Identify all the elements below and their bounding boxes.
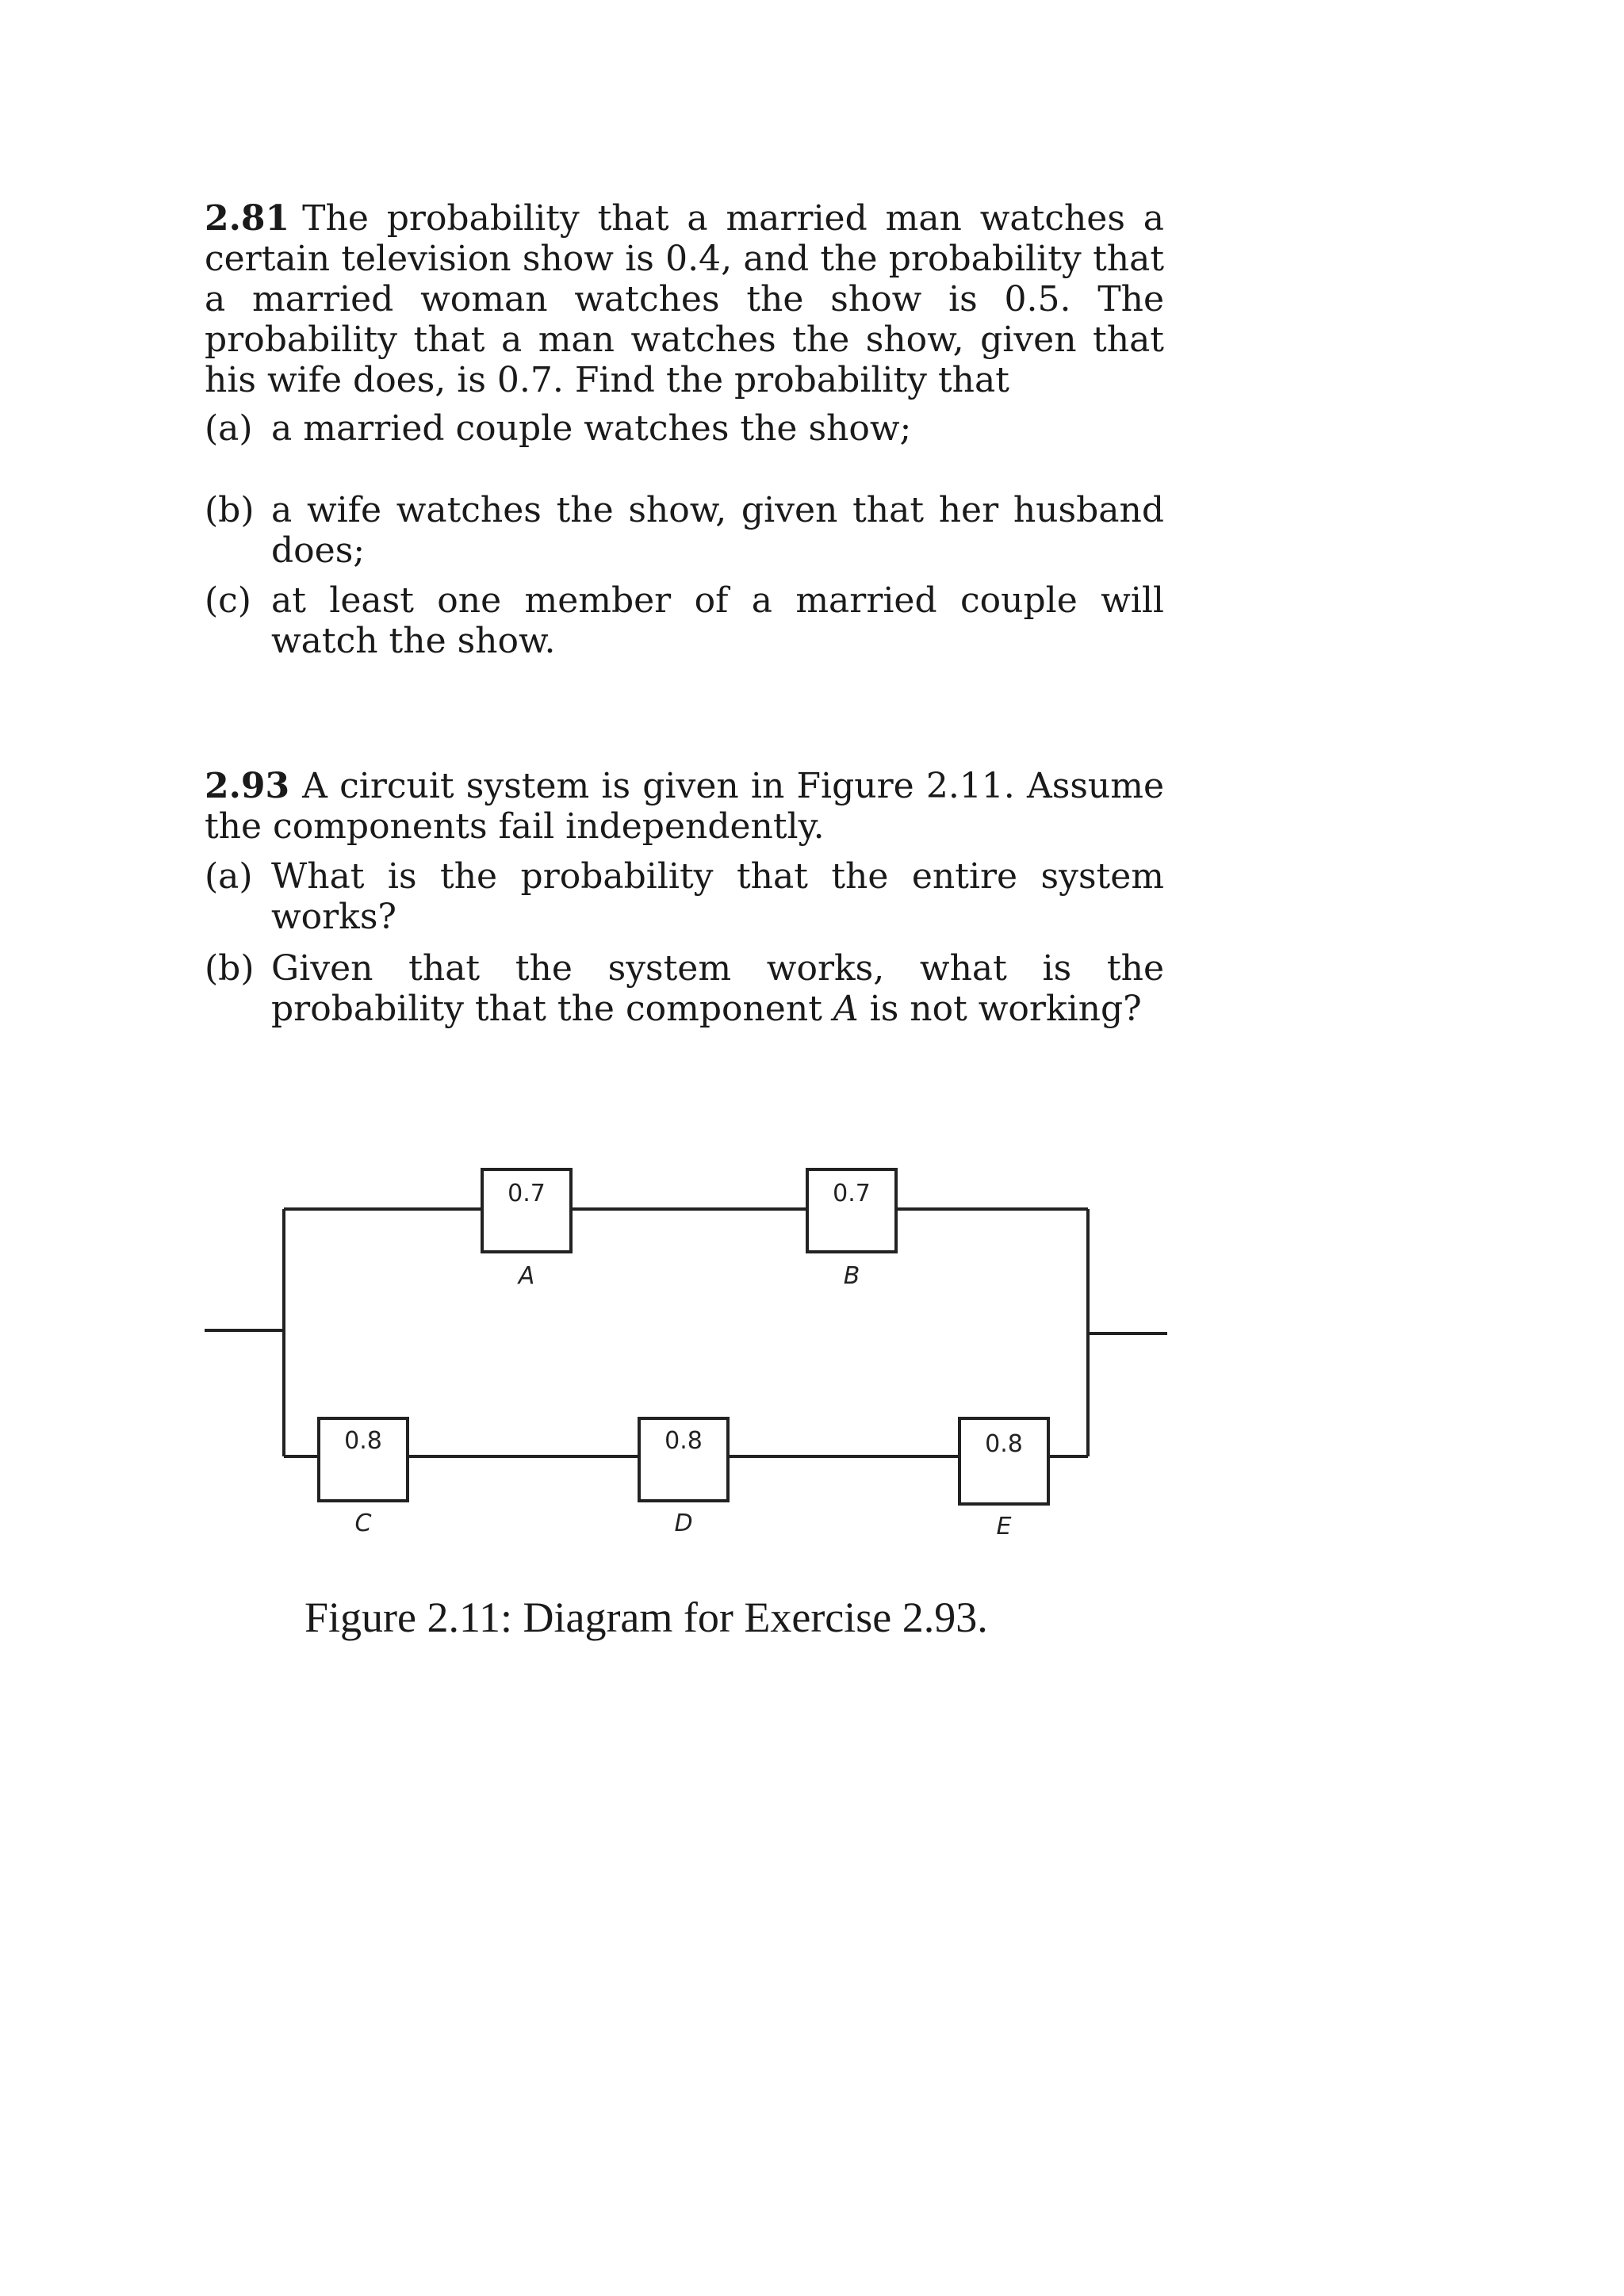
part-label: (b)	[205, 490, 255, 530]
component-label: A	[518, 1262, 535, 1290]
component-a	[482, 1169, 571, 1290]
exercise-2-93-part-b	[205, 948, 1164, 1029]
exercise-intro-text: A circuit system is given in Figure 2.11. Assume the components fail independently.	[205, 766, 1164, 847]
component-name: A	[833, 989, 859, 1029]
figure-caption: Figure 2.11: Diagram for Exercise 2.93.	[304, 1594, 988, 1641]
exercise-2-81	[205, 198, 1164, 661]
exercise-2-81-intro	[205, 198, 1164, 400]
part-text-after: is not working?	[858, 989, 1142, 1029]
exercise-2-93-intro	[205, 766, 1164, 847]
exercise-2-93	[205, 766, 1164, 1029]
component-label: E	[996, 1513, 1012, 1540]
component-d	[639, 1418, 728, 1537]
component-e	[959, 1418, 1048, 1540]
component-label: D	[674, 1510, 693, 1537]
component-probability: 0.8	[665, 1427, 703, 1455]
exercise-number: 2.93	[205, 766, 290, 806]
part-label: (b)	[205, 948, 255, 989]
part-label: (c)	[205, 580, 251, 621]
component-c	[319, 1418, 408, 1537]
part-label: (a)	[205, 856, 253, 897]
component-probability: 0.8	[344, 1427, 382, 1455]
component-probability: 0.7	[833, 1180, 871, 1207]
part-text: a married couple watches the show;	[271, 408, 912, 449]
part-text-before: Given that the system works, what is the probability that the component	[271, 948, 1164, 1029]
part-label: (a)	[205, 408, 253, 449]
part-text: at least one member of a married couple will watch the show.	[271, 580, 1164, 661]
exercise-intro-text: The probability that a married man watches a certain television show is 0.4, and the probability that a married woman watches the show is 0.5. The probability that a man watches the show, given that his wife does, is 0.7. Find the probability that	[205, 198, 1164, 400]
part-text: What is the probability that the entire system works?	[271, 856, 1164, 937]
circuit-diagram	[198, 1154, 1182, 1566]
component-label: C	[354, 1510, 372, 1537]
component-probability: 0.8	[985, 1430, 1023, 1458]
component-b	[807, 1169, 896, 1290]
exercise-2-81-part-b	[205, 490, 1164, 571]
exercise-2-81-part-a	[205, 408, 1164, 449]
component-probability: 0.7	[508, 1180, 546, 1207]
exercise-number: 2.81	[205, 198, 290, 239]
component-label: B	[843, 1262, 860, 1290]
part-text: a wife watches the show, given that her husband does;	[271, 490, 1164, 571]
exercise-2-93-part-a	[205, 856, 1164, 937]
exercise-2-81-part-c	[205, 580, 1164, 661]
